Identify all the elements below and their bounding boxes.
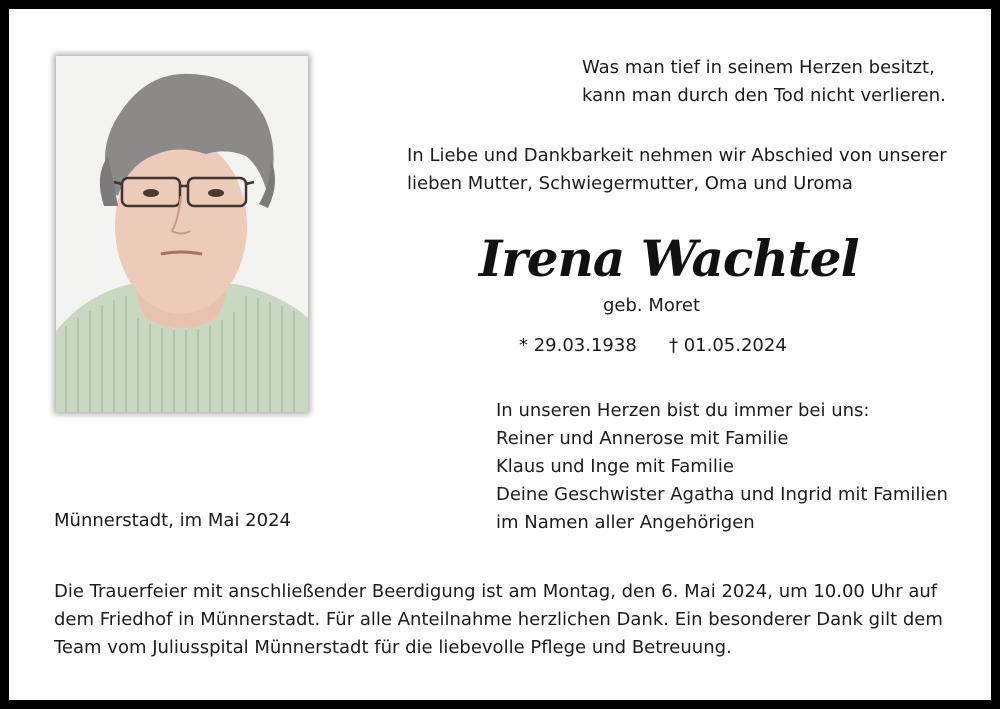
obituary-card: [9, 9, 991, 700]
portrait-photo: [56, 56, 308, 412]
death-date: † 01.05.2024: [669, 335, 787, 356]
place-date: Münnerstadt, im Mai 2024: [54, 510, 291, 531]
birth-date: * 29.03.1938: [519, 335, 637, 356]
birth-name: geb. Moret: [603, 295, 701, 316]
mourner-line: Klaus und Inge mit Familie: [496, 456, 734, 477]
intro-line-2: lieben Mutter, Schwiegermutter, Oma und Uroma: [407, 173, 853, 194]
mourner-line: im Namen aller Angehörigen: [496, 512, 755, 533]
mourner-line: Deine Geschwister Agatha und Ingrid mit Familien: [496, 484, 948, 505]
notice-line: Team vom Juliusspital Münnerstadt für die liebevolle Pflege und Betreuung.: [54, 637, 732, 658]
deceased-name: Irena Wachtel: [479, 229, 859, 288]
quote-line-1: Was man tief in seinem Herzen besitzt,: [582, 57, 935, 78]
mourner-line: Reiner und Annerose mit Familie: [496, 428, 789, 449]
mourner-line: In unseren Herzen bist du immer bei uns:: [496, 400, 870, 421]
notice-line: dem Friedhof in Münnerstadt. Für alle Anteilnahme herzlichen Dank. Ein besonderer Dank gilt dem: [54, 609, 943, 630]
quote-line-2: kann man durch den Tod nicht verlieren.: [582, 85, 946, 106]
intro-line-1: In Liebe und Dankbarkeit nehmen wir Abschied von unserer: [407, 145, 947, 166]
notice-line: Die Trauerfeier mit anschließender Beerdigung ist am Montag, den 6. Mai 2024, um 10.00 Uhr auf: [54, 581, 938, 602]
